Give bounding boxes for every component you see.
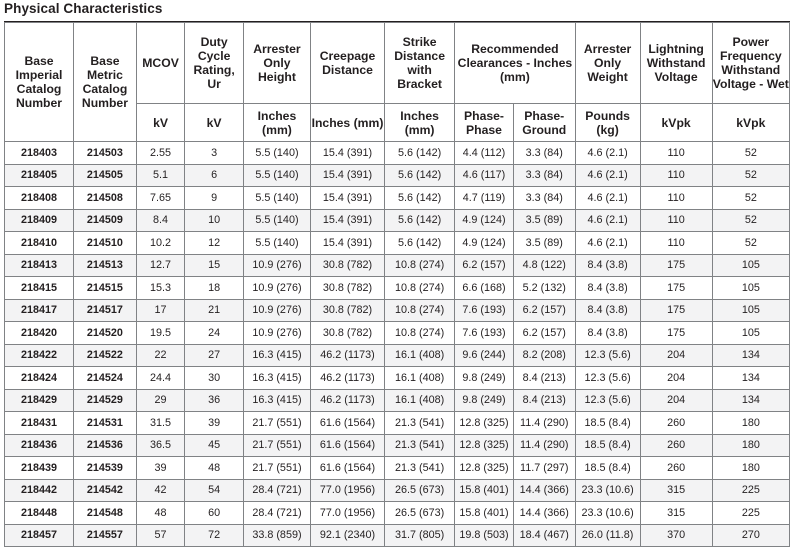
cell-imperial: 218439: [5, 457, 74, 480]
cell-phase-ground: 3.5 (89): [513, 209, 575, 232]
cell-weight: 4.6 (2.1): [575, 209, 640, 232]
table-row: [5, 479, 790, 502]
cell-imperial: 218457: [5, 524, 74, 547]
cell-power-frequency: 105: [712, 322, 789, 345]
cell-mcov: 48: [136, 502, 184, 525]
cell-lightning: 175: [640, 322, 712, 345]
cell-mcov: 10.2: [136, 232, 184, 255]
cell-height: 10.9 (276): [243, 322, 310, 345]
cell-imperial: 218442: [5, 479, 74, 502]
cell-phase-ground: 6.2 (157): [513, 322, 575, 345]
cell-duty-cycle: 24: [185, 322, 244, 345]
cell-weight: 12.3 (5.6): [575, 389, 640, 412]
cell-creepage: 15.4 (391): [310, 209, 384, 232]
cell-weight: 8.4 (3.8): [575, 277, 640, 300]
cell-phase-phase: 19.8 (503): [455, 524, 514, 547]
cell-phase-ground: 11.7 (297): [513, 457, 575, 480]
cell-mcov: 39: [136, 457, 184, 480]
cell-power-frequency: 134: [712, 344, 789, 367]
cell-imperial: 218431: [5, 412, 74, 435]
cell-phase-phase: 9.8 (249): [455, 389, 514, 412]
table-row: [5, 299, 790, 322]
cell-metric: 214548: [74, 502, 137, 525]
cell-strike: 10.8 (274): [385, 299, 455, 322]
table-row: [5, 457, 790, 480]
cell-mcov: 15.3: [136, 277, 184, 300]
cell-metric: 214517: [74, 299, 137, 322]
cell-weight: 8.4 (3.8): [575, 322, 640, 345]
cell-weight: 8.4 (3.8): [575, 299, 640, 322]
cell-height: 5.5 (140): [243, 232, 310, 255]
cell-mcov: 36.5: [136, 434, 184, 457]
header-duty-cycle: Duty Cycle Rating, Ur: [185, 23, 244, 104]
header-creepage: Creepage Distance: [310, 23, 384, 104]
header-lightning: Lightning Withstand Voltage: [640, 23, 712, 104]
cell-strike: 16.1 (408): [385, 367, 455, 390]
cell-phase-ground: 18.4 (467): [513, 524, 575, 547]
cell-mcov: 42: [136, 479, 184, 502]
cell-duty-cycle: 10: [185, 209, 244, 232]
table-row: [5, 164, 790, 187]
cell-weight: 4.6 (2.1): [575, 164, 640, 187]
cell-strike: 5.6 (142): [385, 209, 455, 232]
cell-height: 16.3 (415): [243, 389, 310, 412]
cell-phase-ground: 11.4 (290): [513, 412, 575, 435]
cell-lightning: 260: [640, 434, 712, 457]
cell-metric: 214536: [74, 434, 137, 457]
cell-phase-phase: 4.6 (117): [455, 164, 514, 187]
table-body: [5, 142, 790, 547]
cell-lightning: 110: [640, 232, 712, 255]
cell-height: 5.5 (140): [243, 209, 310, 232]
cell-duty-cycle: 15: [185, 254, 244, 277]
cell-height: 10.9 (276): [243, 254, 310, 277]
cell-strike: 10.8 (274): [385, 322, 455, 345]
cell-duty-cycle: 6: [185, 164, 244, 187]
cell-power-frequency: 105: [712, 254, 789, 277]
cell-height: 5.5 (140): [243, 164, 310, 187]
cell-creepage: 46.2 (1173): [310, 367, 384, 390]
cell-strike: 21.3 (541): [385, 412, 455, 435]
cell-lightning: 315: [640, 502, 712, 525]
cell-strike: 21.3 (541): [385, 457, 455, 480]
cell-creepage: 30.8 (782): [310, 254, 384, 277]
cell-creepage: 30.8 (782): [310, 322, 384, 345]
cell-metric: 214542: [74, 479, 137, 502]
cell-height: 10.9 (276): [243, 277, 310, 300]
table-row: [5, 209, 790, 232]
cell-mcov: 17: [136, 299, 184, 322]
cell-imperial: 218409: [5, 209, 74, 232]
cell-lightning: 260: [640, 457, 712, 480]
cell-strike: 16.1 (408): [385, 389, 455, 412]
cell-imperial: 218415: [5, 277, 74, 300]
cell-duty-cycle: 39: [185, 412, 244, 435]
unit-phase-ground: Phase-Ground: [513, 104, 575, 142]
cell-power-frequency: 105: [712, 277, 789, 300]
unit-phase-phase: Phase-Phase: [455, 104, 514, 142]
cell-duty-cycle: 54: [185, 479, 244, 502]
unit-power-frequency: kVpk: [712, 104, 789, 142]
unit-weight: Pounds (kg): [575, 104, 640, 142]
header-mcov: MCOV: [136, 23, 184, 104]
cell-creepage: 61.6 (1564): [310, 434, 384, 457]
table-row: [5, 524, 790, 547]
cell-imperial: 218405: [5, 164, 74, 187]
cell-height: 16.3 (415): [243, 367, 310, 390]
table-row: [5, 344, 790, 367]
cell-weight: 23.3 (10.6): [575, 502, 640, 525]
cell-phase-ground: 8.2 (208): [513, 344, 575, 367]
table-row: [5, 412, 790, 435]
cell-strike: 10.8 (274): [385, 277, 455, 300]
cell-phase-ground: 5.2 (132): [513, 277, 575, 300]
table-row: [5, 367, 790, 390]
cell-power-frequency: 270: [712, 524, 789, 547]
cell-phase-ground: 14.4 (366): [513, 479, 575, 502]
unit-duty-cycle: kV: [185, 104, 244, 142]
cell-strike: 16.1 (408): [385, 344, 455, 367]
cell-imperial: 218410: [5, 232, 74, 255]
cell-metric: 214505: [74, 164, 137, 187]
cell-height: 10.9 (276): [243, 299, 310, 322]
cell-lightning: 110: [640, 164, 712, 187]
cell-creepage: 92.1 (2340): [310, 524, 384, 547]
cell-imperial: 218436: [5, 434, 74, 457]
cell-creepage: 15.4 (391): [310, 164, 384, 187]
table-row: [5, 502, 790, 525]
cell-duty-cycle: 3: [185, 142, 244, 165]
table-row: [5, 187, 790, 210]
cell-strike: 5.6 (142): [385, 164, 455, 187]
cell-phase-ground: 3.3 (84): [513, 187, 575, 210]
cell-creepage: 15.4 (391): [310, 187, 384, 210]
cell-mcov: 19.5: [136, 322, 184, 345]
cell-weight: 12.3 (5.6): [575, 344, 640, 367]
unit-mcov: kV: [136, 104, 184, 142]
cell-height: 5.5 (140): [243, 142, 310, 165]
cell-strike: 31.7 (805): [385, 524, 455, 547]
cell-lightning: 204: [640, 344, 712, 367]
cell-phase-ground: 3.5 (89): [513, 232, 575, 255]
cell-duty-cycle: 45: [185, 434, 244, 457]
table-row: [5, 389, 790, 412]
cell-lightning: 175: [640, 254, 712, 277]
cell-metric: 214510: [74, 232, 137, 255]
table-row: [5, 254, 790, 277]
header-strike-distance: Strike Distance with Bracket: [385, 23, 455, 104]
cell-creepage: 30.8 (782): [310, 277, 384, 300]
header-base-imperial: Base Imperial Catalog Number: [5, 23, 74, 142]
physical-characteristics-table: [4, 22, 790, 547]
cell-phase-phase: 4.9 (124): [455, 232, 514, 255]
cell-metric: 214503: [74, 142, 137, 165]
table-row: [5, 142, 790, 165]
cell-lightning: 175: [640, 277, 712, 300]
cell-power-frequency: 52: [712, 164, 789, 187]
cell-strike: 10.8 (274): [385, 254, 455, 277]
cell-phase-phase: 15.8 (401): [455, 502, 514, 525]
cell-imperial: 218417: [5, 299, 74, 322]
cell-height: 28.4 (721): [243, 479, 310, 502]
cell-duty-cycle: 27: [185, 344, 244, 367]
cell-strike: 5.6 (142): [385, 232, 455, 255]
cell-phase-phase: 15.8 (401): [455, 479, 514, 502]
cell-creepage: 61.6 (1564): [310, 457, 384, 480]
cell-creepage: 15.4 (391): [310, 142, 384, 165]
header-weight: Arrester Only Weight: [575, 23, 640, 104]
cell-power-frequency: 180: [712, 434, 789, 457]
cell-duty-cycle: 30: [185, 367, 244, 390]
cell-height: 5.5 (140): [243, 187, 310, 210]
header-base-metric: Base Metric Catalog Number: [74, 23, 137, 142]
cell-phase-ground: 11.4 (290): [513, 434, 575, 457]
cell-duty-cycle: 72: [185, 524, 244, 547]
cell-creepage: 15.4 (391): [310, 232, 384, 255]
cell-lightning: 204: [640, 389, 712, 412]
cell-mcov: 7.65: [136, 187, 184, 210]
cell-weight: 26.0 (11.8): [575, 524, 640, 547]
cell-weight: 8.4 (3.8): [575, 254, 640, 277]
cell-metric: 214520: [74, 322, 137, 345]
cell-lightning: 315: [640, 479, 712, 502]
cell-mcov: 57: [136, 524, 184, 547]
cell-imperial: 218424: [5, 367, 74, 390]
cell-power-frequency: 105: [712, 299, 789, 322]
cell-phase-phase: 4.9 (124): [455, 209, 514, 232]
table-row: [5, 434, 790, 457]
cell-weight: 12.3 (5.6): [575, 367, 640, 390]
cell-phase-phase: 9.6 (244): [455, 344, 514, 367]
cell-height: 28.4 (721): [243, 502, 310, 525]
cell-imperial: 218420: [5, 322, 74, 345]
cell-lightning: 175: [640, 299, 712, 322]
cell-strike: 26.5 (673): [385, 502, 455, 525]
cell-weight: 4.6 (2.1): [575, 142, 640, 165]
cell-height: 21.7 (551): [243, 457, 310, 480]
cell-height: 21.7 (551): [243, 434, 310, 457]
table-row: [5, 277, 790, 300]
cell-weight: 23.3 (10.6): [575, 479, 640, 502]
cell-mcov: 12.7: [136, 254, 184, 277]
cell-phase-phase: 12.8 (325): [455, 434, 514, 457]
unit-strike: Inches (mm): [385, 104, 455, 142]
header-power-frequency: Power Frequency Withstand Voltage - Wet: [712, 23, 789, 104]
cell-imperial: 218403: [5, 142, 74, 165]
cell-power-frequency: 52: [712, 232, 789, 255]
cell-mcov: 5.1: [136, 164, 184, 187]
cell-lightning: 110: [640, 142, 712, 165]
cell-imperial: 218429: [5, 389, 74, 412]
cell-power-frequency: 225: [712, 502, 789, 525]
cell-lightning: 370: [640, 524, 712, 547]
cell-metric: 214557: [74, 524, 137, 547]
cell-phase-phase: 7.6 (193): [455, 299, 514, 322]
cell-weight: 4.6 (2.1): [575, 187, 640, 210]
cell-duty-cycle: 60: [185, 502, 244, 525]
cell-imperial: 218413: [5, 254, 74, 277]
cell-power-frequency: 52: [712, 142, 789, 165]
cell-phase-ground: 14.4 (366): [513, 502, 575, 525]
cell-height: 16.3 (415): [243, 344, 310, 367]
header-clearances: Recommended Clearances - Inches (mm): [455, 23, 576, 104]
cell-imperial: 218448: [5, 502, 74, 525]
cell-phase-ground: 8.4 (213): [513, 389, 575, 412]
cell-duty-cycle: 48: [185, 457, 244, 480]
cell-duty-cycle: 12: [185, 232, 244, 255]
cell-power-frequency: 134: [712, 367, 789, 390]
cell-metric: 214508: [74, 187, 137, 210]
unit-lightning: kVpk: [640, 104, 712, 142]
cell-power-frequency: 52: [712, 187, 789, 210]
cell-phase-ground: 3.3 (84): [513, 142, 575, 165]
cell-power-frequency: 134: [712, 389, 789, 412]
cell-phase-phase: 9.8 (249): [455, 367, 514, 390]
cell-phase-phase: 6.6 (168): [455, 277, 514, 300]
cell-lightning: 204: [640, 367, 712, 390]
cell-metric: 214531: [74, 412, 137, 435]
cell-mcov: 24.4: [136, 367, 184, 390]
cell-phase-ground: 3.3 (84): [513, 164, 575, 187]
cell-duty-cycle: 36: [185, 389, 244, 412]
cell-metric: 214522: [74, 344, 137, 367]
cell-phase-phase: 12.8 (325): [455, 457, 514, 480]
cell-strike: 5.6 (142): [385, 187, 455, 210]
cell-phase-phase: 4.4 (112): [455, 142, 514, 165]
cell-height: 33.8 (859): [243, 524, 310, 547]
cell-phase-phase: 6.2 (157): [455, 254, 514, 277]
cell-weight: 18.5 (8.4): [575, 412, 640, 435]
cell-metric: 214529: [74, 389, 137, 412]
cell-mcov: 22: [136, 344, 184, 367]
cell-phase-ground: 4.8 (122): [513, 254, 575, 277]
cell-power-frequency: 180: [712, 457, 789, 480]
cell-creepage: 77.0 (1956): [310, 502, 384, 525]
cell-creepage: 30.8 (782): [310, 299, 384, 322]
cell-strike: 5.6 (142): [385, 142, 455, 165]
cell-mcov: 29: [136, 389, 184, 412]
physical-characteristics-table-wrap: [4, 22, 790, 547]
cell-creepage: 61.6 (1564): [310, 412, 384, 435]
cell-strike: 26.5 (673): [385, 479, 455, 502]
cell-lightning: 110: [640, 209, 712, 232]
cell-metric: 214513: [74, 254, 137, 277]
cell-lightning: 260: [640, 412, 712, 435]
cell-creepage: 77.0 (1956): [310, 479, 384, 502]
cell-strike: 21.3 (541): [385, 434, 455, 457]
cell-mcov: 8.4: [136, 209, 184, 232]
cell-phase-phase: 7.6 (193): [455, 322, 514, 345]
cell-duty-cycle: 18: [185, 277, 244, 300]
cell-phase-ground: 6.2 (157): [513, 299, 575, 322]
cell-weight: 4.6 (2.1): [575, 232, 640, 255]
unit-height: Inches (mm): [243, 104, 310, 142]
cell-phase-ground: 8.4 (213): [513, 367, 575, 390]
cell-phase-phase: 12.8 (325): [455, 412, 514, 435]
cell-duty-cycle: 21: [185, 299, 244, 322]
cell-power-frequency: 52: [712, 209, 789, 232]
cell-phase-phase: 4.7 (119): [455, 187, 514, 210]
cell-height: 21.7 (551): [243, 412, 310, 435]
cell-metric: 214539: [74, 457, 137, 480]
cell-metric: 214509: [74, 209, 137, 232]
cell-duty-cycle: 9: [185, 187, 244, 210]
cell-creepage: 46.2 (1173): [310, 344, 384, 367]
cell-metric: 214515: [74, 277, 137, 300]
cell-imperial: 218408: [5, 187, 74, 210]
cell-power-frequency: 225: [712, 479, 789, 502]
cell-metric: 214524: [74, 367, 137, 390]
unit-creepage: Inches (mm): [310, 104, 384, 142]
table-row: [5, 322, 790, 345]
cell-weight: 18.5 (8.4): [575, 434, 640, 457]
cell-mcov: 31.5: [136, 412, 184, 435]
cell-creepage: 46.2 (1173): [310, 389, 384, 412]
header-arrester-height: Arrester Only Height: [243, 23, 310, 104]
cell-power-frequency: 180: [712, 412, 789, 435]
cell-imperial: 218422: [5, 344, 74, 367]
section-title: Physical Characteristics: [4, 1, 163, 16]
cell-lightning: 110: [640, 187, 712, 210]
cell-weight: 18.5 (8.4): [575, 457, 640, 480]
table-row: [5, 232, 790, 255]
cell-mcov: 2.55: [136, 142, 184, 165]
